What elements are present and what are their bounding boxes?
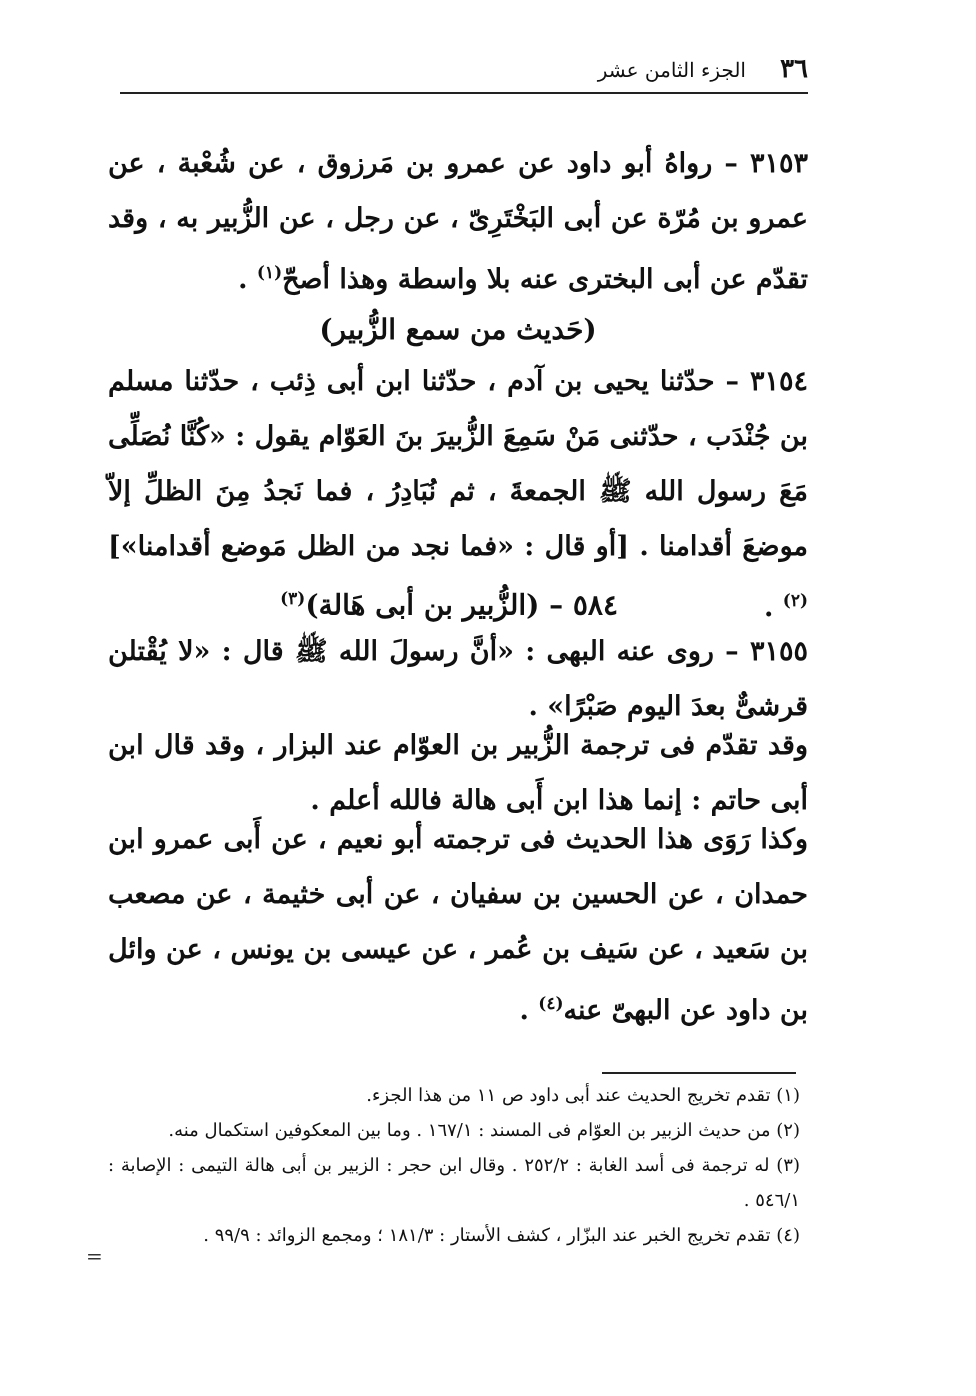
paragraph-chain xyxy=(108,812,808,1038)
paragraph-text: ٣١٥٤ – حدّثنا يحيى بن آدم ، حدّثنا ابن أبى ذِئب ، حدّثنا مسلم بن جُنْدَب ، حدّثنى مَنْ سَمِعَ الزُّبيرَ بنَ العَوّام يقول : «كُنَّا نُصَلِّى مَعَ رسول الله ﷺ الجمعةَ ، ثم نُبَادِرُ ، فما نَجدُ مِنَ الظلِّ إلاّ موضعَ أقدامنا . [أو قال : «فما نجد من الظل مَوضع أقدامنا»] xyxy=(107,366,808,562)
footnote-marker: (١) xyxy=(256,263,283,283)
footnote-3: (٣) له ترجمة فى أسد الغابة : ٢٥٢/٢ . وقال ابن حجر : الزبير بن أبى هالة التيمى : الإصابة : ٥٤٦/١ . xyxy=(108,1155,800,1211)
paragraph-3153 xyxy=(108,136,808,307)
header-rule xyxy=(120,92,808,94)
section-heading-narrator: (حَديث من سمع الزُّبير) xyxy=(319,313,597,346)
paragraph-end: . xyxy=(519,995,539,1026)
footnote-4: (٤) تقدم تخريج الخبر عند البزّار ، كشف الأستار : ١٨١/٣ ؛ ومجمع الزوائد : ٩٩/٩ . xyxy=(203,1225,800,1246)
paragraph-3155: ٣١٥٥ – روى عنه البهى : «أنَّ رسولَ الله ﷺ قال : «لا يُقْتلن قرشىٌّ بعدَ اليوم صَبْرًا» . xyxy=(108,636,808,722)
footnote-marker: (٤) xyxy=(538,994,564,1014)
footnote-rule xyxy=(602,1072,796,1074)
footnote-2: (٢) من حديث الزبير بن العوّام فى المسند : ١٦٧/١ . وما بين المعكوفين استكمال منه. xyxy=(168,1120,800,1141)
footnote-marker: (٢) xyxy=(782,591,808,611)
entry-heading-text: ٥٨٤ – (الزُّبير بن أبى هَالة) xyxy=(305,588,618,622)
running-header xyxy=(120,54,808,94)
footnotes xyxy=(108,1078,800,1253)
paragraph-end: . xyxy=(763,592,783,623)
paragraph-text: وكذا رَوَى هذا الحديث فى ترجمته أبو نعيم ، عن أَبى عمرو ابن حمدان ، عن الحسين بن سفيان ، عن أبى خثيمة ، عن مصعب بن سَعيد ، عن سَيف بن عُمر ، عن عيسى بن يونس ، عن وائل بن داود عن البهىّ عنه xyxy=(108,824,808,1026)
margin-mark: = xyxy=(86,1244,103,1268)
paragraph-text: ٣١٥٣ – رواهُ أبو داود عن عمرو بن مَرزوق ، عن شُعْبة ، عن عمرو بن مُرّة عن أبى البَخْتَرِىّ ، عن رجل ، عن الزُّبير به ، وقد تقدّم عن أبى البخترى عنه بلا واسطة وهذا أصحّ xyxy=(108,148,808,295)
footnote-1: (١) تقدم تخريج الحديث عند أبى داود ص ١١ من هذا الجزء. xyxy=(366,1085,800,1106)
page-number: ٣٦ xyxy=(780,54,808,84)
paragraph-commentary: وقد تقدّم فى ترجمة الزُّبير بن العوّام عند البزار ، وقد قال ابن أبى حاتم : إنما هذا ابن أَبى هالة فالله أعلم . xyxy=(108,730,808,816)
paragraph-end: . xyxy=(238,264,257,295)
footnote-marker: (٣) xyxy=(280,589,306,609)
running-title: الجزء الثامن عشر xyxy=(597,58,746,82)
